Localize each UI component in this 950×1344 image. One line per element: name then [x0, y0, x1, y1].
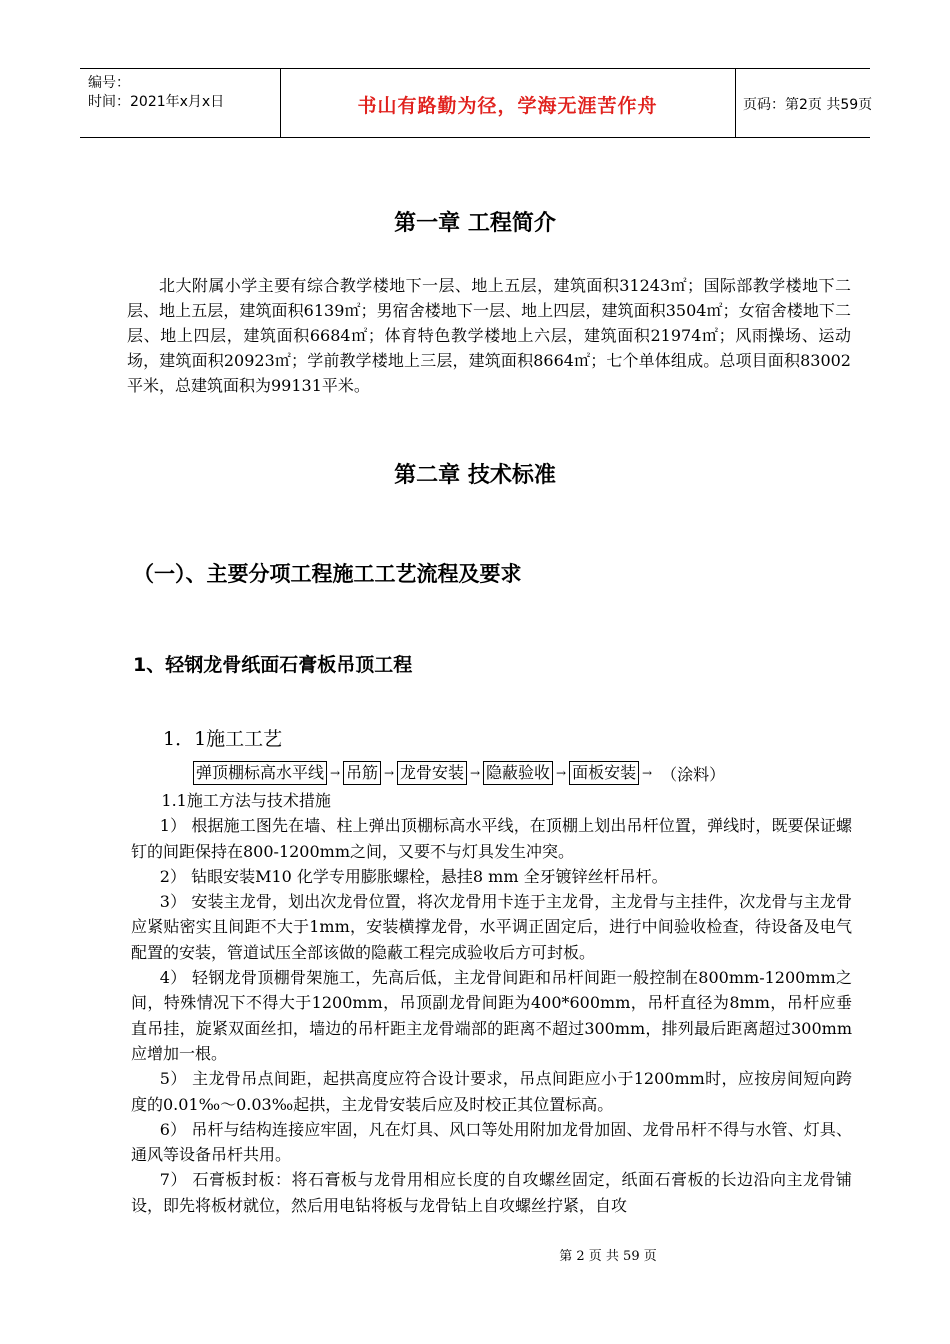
method-item: 4） 轻钢龙骨顶棚骨架施工，先高后低，主龙骨间距和吊杆间距一般控制在800mm-1200mm之间，特殊情况下不得大于1200mm，吊顶副龙骨间距为400*600mm，吊杆直径为8mm，吊杆应垂直吊挂，旋紧双面丝扣，墙边的吊杆距主龙骨端部的距离不超过300mm，排列最后距离超过300mm应增加一根。	[131, 968, 852, 1063]
page-header	[80, 68, 873, 138]
page-footer: 第 2 页 共 59 页	[559, 1249, 657, 1264]
header-page-cell	[735, 69, 873, 137]
section-1-title: （一）、主要分项工程施工工艺流程及要求	[133, 562, 522, 586]
header-page-info: 页码：第2页 共59页	[743, 97, 873, 113]
methods-block	[131, 788, 852, 1218]
method-item: 3） 安装主龙骨，划出次龙骨位置，将次龙骨用卡连于主龙骨，主龙骨与主挂件，次龙骨与主龙骨应紧贴密实且间距不大于1mm，安装横撑龙骨，水平调正固定后，进行中间验收检查，待设备及电气配置的安装，管道试压全部该做的隐蔽工程完成验收后方可封板。	[131, 892, 852, 962]
project-overview-paragraph: 北大附属小学主要有综合教学楼地下一层、地上五层，建筑面积31243㎡；国际部教学楼地下二层、地上五层，建筑面积6139㎡；男宿舍楼地下一层、地上四层，建筑面积3504㎡；女宿舍楼地下二层、地上四层，建筑面积6684㎡；体育特色教学楼地上六层，建筑面积21974㎡；风雨操场、运动场，建筑面积20923㎡；学前教学楼地上三层，建筑面积8664㎡；七个单体组成。总项目面积83002平米，总建筑面积为99131平米。	[127, 276, 851, 395]
chapter-2-title: 第二章 技术标准	[394, 463, 556, 488]
method-item: 2） 钻眼安装M10 化学专用膨胀螺栓，悬挂8 mm 全牙镀锌丝杆吊杆。	[159, 866, 668, 886]
document-number-label: 编号：	[88, 75, 130, 91]
flow-step-2: 吊筋	[343, 761, 381, 785]
method-item: 7） 石膏板封板：将石膏板与龙骨用相应长度的自攻螺丝固定，纸面石膏板的长边沿向主龙骨铺设，即先将板材就位，然后用电钻将板与龙骨钻上自攻螺丝拧紧，自攻	[131, 1170, 852, 1215]
flow-step-5: 面板安装	[569, 761, 639, 785]
flow-step-3: 龙骨安装	[397, 761, 467, 785]
flow-arrow-icon: →	[384, 766, 395, 780]
header-motto: 书山有路勤为径，学海无涯苦作舟	[357, 95, 658, 117]
flow-arrow-icon: →	[470, 766, 481, 780]
method-item: 6） 吊杆与结构连接应牢固，凡在灯具、风口等处用附加龙骨加固、龙骨吊杆不得与水管、灯具、通风等设备吊杆共用。	[131, 1119, 852, 1165]
subsection-1-title: 1、轻钢龙骨纸面石膏板吊顶工程	[133, 654, 413, 676]
flow-arrow-icon: →	[329, 766, 341, 780]
chapter-1-title: 第一章 工程简介	[394, 211, 556, 236]
construction-process-title: 1．1施工工艺	[163, 728, 283, 750]
process-flow	[193, 761, 725, 785]
flow-step-1: 弹顶棚标高水平线	[193, 761, 327, 785]
methods-title: 1.1施工方法与技术措施	[161, 791, 331, 810]
document-time-label: 时间：2021年x月x日	[88, 94, 225, 110]
flow-arrow-icon: →	[556, 766, 567, 780]
flow-tail-note: （涂料）	[661, 764, 726, 784]
header-left-cell	[80, 69, 281, 137]
method-item: 5） 主龙骨吊点间距，起拱高度应符合设计要求，吊点间距应小于1200mm时，应按房间短向跨度的0.01‰～0.03‰起拱，主龙骨安装后应及时校正其位置标高。	[131, 1069, 852, 1114]
flow-arrow-icon: →	[642, 766, 653, 780]
flow-step-4: 隐蔽验收	[483, 761, 553, 785]
method-item: 1） 根据施工图先在墙、柱上弹出顶棚标高水平线，在顶棚上划出吊杆位置，弹线时，既要保证螺钉的间距保持在800-1200mm之间，又要不与灯具发生冲突。	[131, 816, 852, 861]
header-motto-cell	[280, 69, 736, 137]
